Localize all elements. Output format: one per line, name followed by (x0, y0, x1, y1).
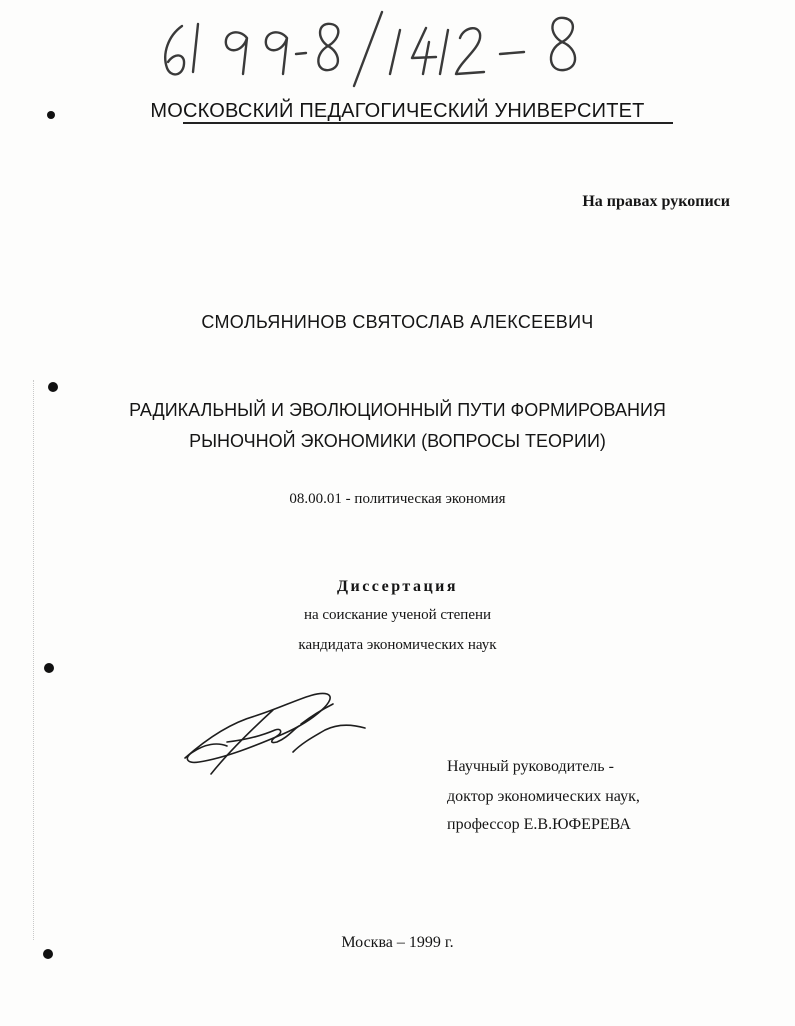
handwritten-archive-number (150, 8, 620, 88)
supervisor-degree: доктор экономических наук, (447, 788, 640, 805)
supervisor-name: профессор Е.В.ЮФЕРЕВА (447, 816, 631, 833)
university-underline (183, 122, 673, 124)
degree-line-2: кандидата экономических наук (298, 637, 497, 653)
punch-hole-mark (43, 949, 53, 959)
dissertation-title-line-1: РАДИКАЛЬНЫЙ И ЭВОЛЮЦИОННЫЙ ПУТИ ФОРМИРОВАНИЯ (129, 400, 666, 420)
scan-edge-line (33, 380, 35, 940)
university-name: МОСКОВСКИЙ ПЕДАГОГИЧЕСКИЙ УНИВЕРСИТЕТ (150, 100, 645, 122)
work-type: Диссертация (336, 578, 459, 595)
author-name: СМОЛЬЯНИНОВ СВЯТОСЛАВ АЛЕКСЕЕВИЧ (201, 312, 594, 332)
punch-hole-mark (47, 111, 55, 119)
specialty-code: 08.00.01 - политическая экономия (289, 491, 506, 507)
punch-hole-mark (44, 663, 54, 673)
manuscript-rights-note: На правах рукописи (582, 193, 730, 210)
punch-hole-mark (48, 382, 58, 392)
dissertation-title-line-2: РЫНОЧНОЙ ЭКОНОМИКИ (ВОПРОСЫ ТЕОРИИ) (189, 431, 606, 451)
author-signature (175, 680, 375, 775)
supervisor-label: Научный руководитель - (447, 758, 614, 775)
degree-line-1: на соискание ученой степени (303, 607, 492, 623)
city-year: Москва – 1999 г. (341, 934, 454, 951)
